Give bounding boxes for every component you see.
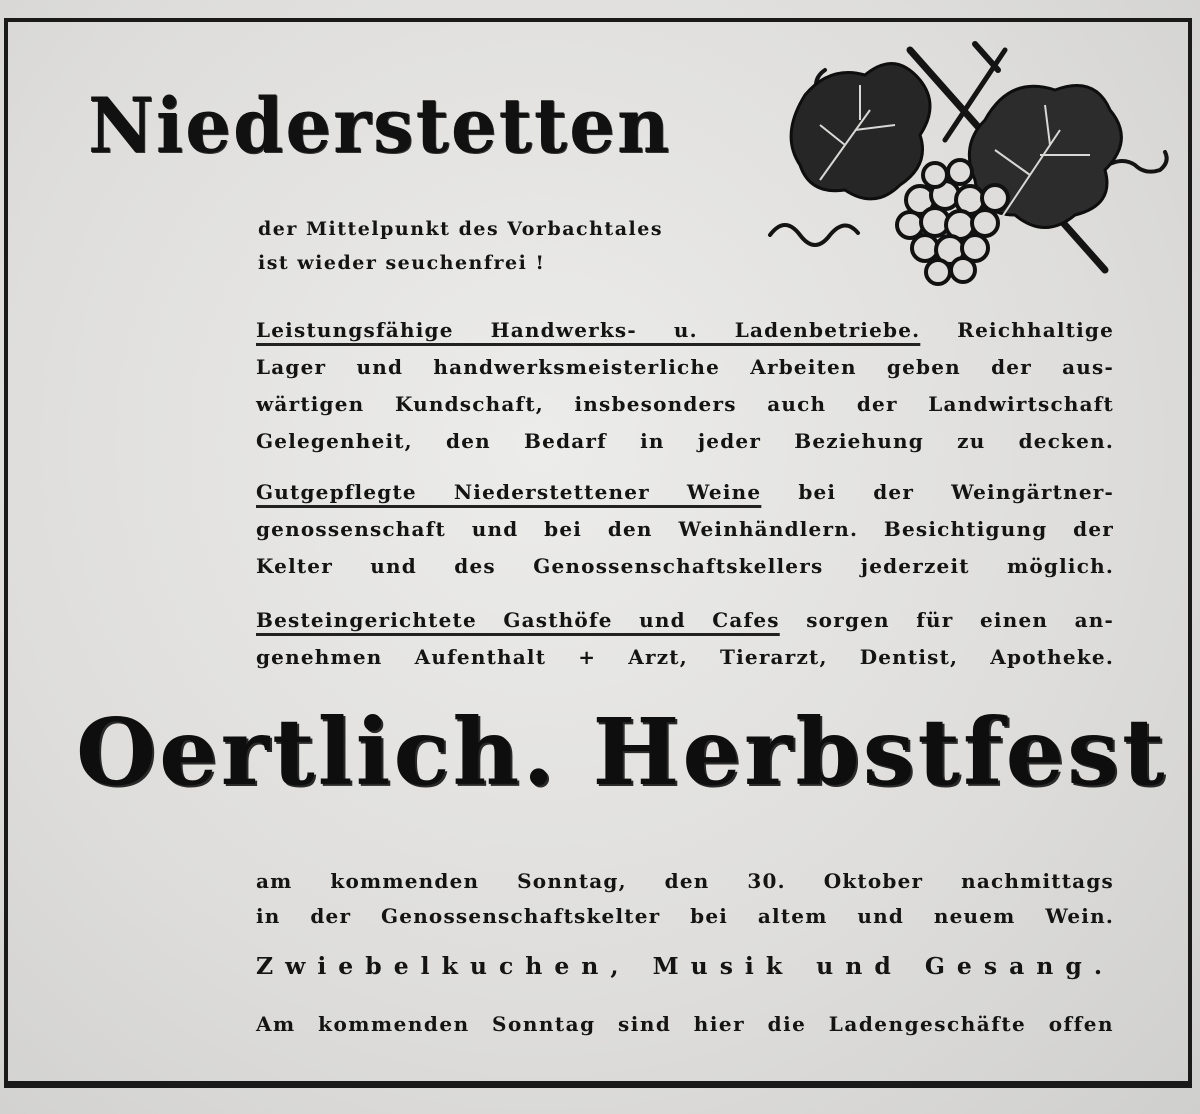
feature-line: Zwiebelkuchen, Musik und Gesang. (256, 952, 1114, 980)
event-line: am kommenden Sonntag, den 30. Oktober nachmittags (256, 869, 1114, 893)
subtitle-line: der Mittelpunkt des Vorbachtales (258, 218, 664, 240)
ad-title: Niederstetten (88, 80, 672, 170)
paragraph-text: sorgen für einen an- (779, 608, 1114, 632)
event-line: in der Genossenschaftskelter bei altem und neuem Wein. (256, 904, 1114, 928)
vine-leaf (791, 64, 930, 199)
paragraph-text: Reichhaltige (920, 318, 1115, 342)
headline: Oertlich. Herbstfest (76, 698, 1168, 806)
paragraph-line: Kelter und des Genossenschaftskellers jederzeit möglich. (256, 554, 1114, 578)
paragraph-line: wärtigen Kundschaft, insbesonders auch der Landwirtschaft (256, 392, 1114, 416)
paragraph-line (256, 474, 1114, 511)
paragraph-text: bei der Weingärtner- (761, 480, 1114, 504)
event-details (256, 864, 1114, 934)
paragraph-line (256, 602, 1114, 639)
ad-border-bottom-rule (4, 1081, 1192, 1085)
paragraph-line (256, 312, 1114, 349)
paragraph-lead: Besteingerichtete Gasthöfe und Cafes (256, 608, 780, 632)
paragraph-line: Gelegenheit, den Bedarf in jeder Beziehung zu decken. (256, 429, 1114, 453)
paragraph-lead: Gutgepflegte Niederstettener Weine (256, 480, 762, 504)
paragraph-line: genossenschaft und bei den Weinhändlern. Besichtigung der (256, 517, 1114, 541)
paragraph-line: Lager und handwerksmeisterliche Arbeiten geben der aus- (256, 355, 1114, 379)
paragraph-inns (256, 602, 1114, 676)
paragraph-lead: Leistungsfähige Handwerks- u. Ladenbetriebe. (256, 318, 921, 342)
grapevine-illustration (760, 30, 1180, 290)
paragraph-wines (256, 474, 1114, 585)
subtitle-line: ist wieder seuchenfrei ! (258, 252, 546, 274)
ad-subtitle (258, 212, 728, 280)
paragraph-line: genehmen Aufenthalt + Arzt, Tierarzt, Dentist, Apotheke. (256, 645, 1114, 669)
footer-note: Am kommenden Sonntag sind hier die Ladengeschäfte offen (256, 1012, 1114, 1036)
paragraph-businesses (256, 312, 1114, 460)
